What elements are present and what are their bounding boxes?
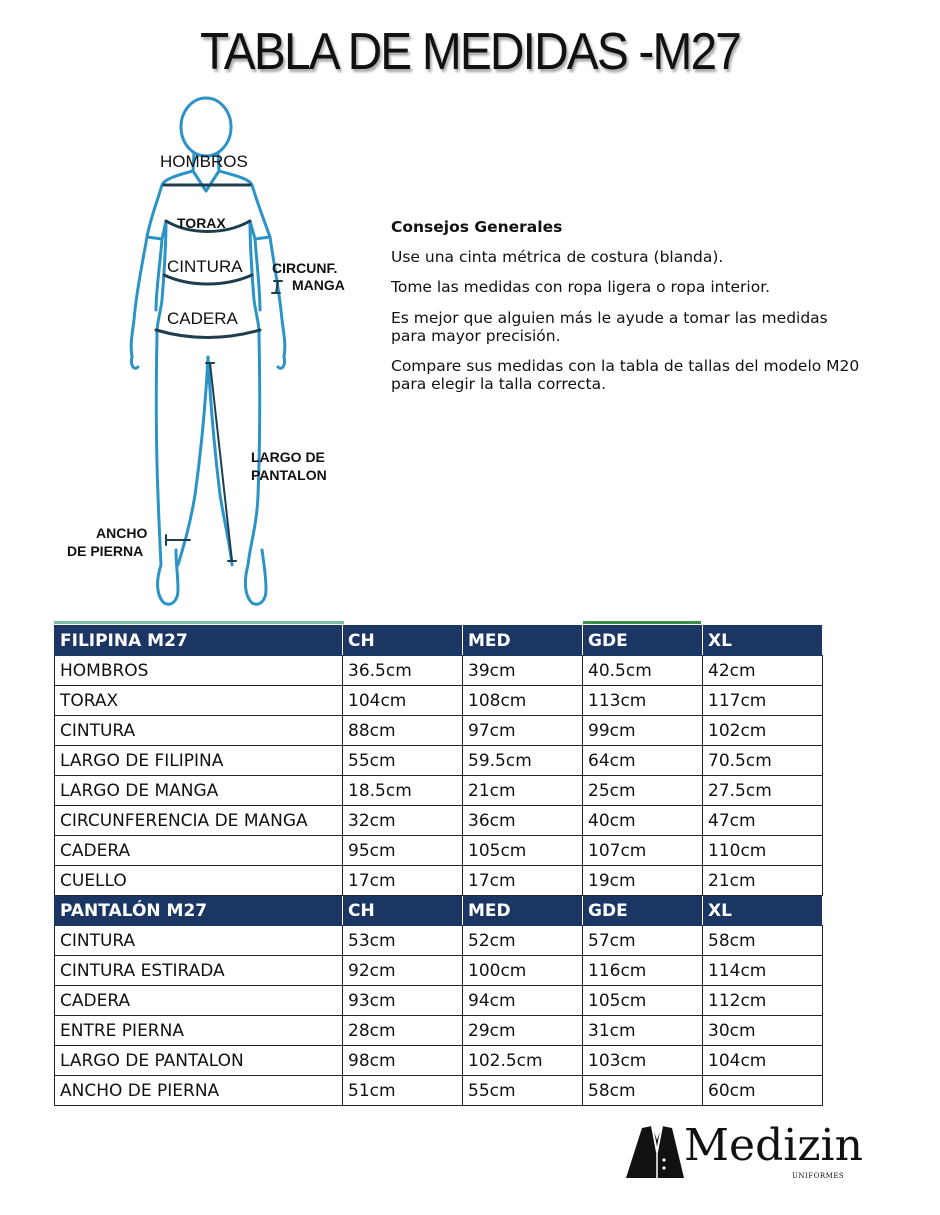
table-cell: 57cm bbox=[583, 926, 703, 956]
table-cell: 92cm bbox=[343, 956, 463, 986]
body-measurement-figure bbox=[60, 95, 360, 610]
table-cell: 108cm bbox=[463, 686, 583, 716]
table-row bbox=[55, 806, 823, 836]
table-cell: 53cm bbox=[343, 926, 463, 956]
table-cell: 30cm bbox=[703, 1016, 823, 1046]
table-cell: 113cm bbox=[583, 686, 703, 716]
table-cell: 98cm bbox=[343, 1046, 463, 1076]
table-cell: 17cm bbox=[343, 866, 463, 896]
table-header-cell: XL bbox=[703, 626, 823, 656]
table-cell: 28cm bbox=[343, 1016, 463, 1046]
table-cell: 36cm bbox=[463, 806, 583, 836]
table-cell: 102.5cm bbox=[463, 1046, 583, 1076]
table-header-cell: MED bbox=[463, 626, 583, 656]
table-header-cell: PANTALÓN M27 bbox=[55, 896, 343, 926]
table-header-cell: MED bbox=[463, 896, 583, 926]
table-cell: 100cm bbox=[463, 956, 583, 986]
table-cell: 29cm bbox=[463, 1016, 583, 1046]
label-manga: MANGA bbox=[292, 277, 345, 293]
table-row bbox=[55, 746, 823, 776]
table-cell: 40cm bbox=[583, 806, 703, 836]
jacket-logo-icon bbox=[622, 1122, 692, 1182]
table-cell: TORAX bbox=[55, 686, 343, 716]
table-cell: 19cm bbox=[583, 866, 703, 896]
logo-subtitle: UNIFORMES bbox=[792, 1172, 845, 1180]
table-header-cell: CH bbox=[343, 626, 463, 656]
table-cell: 21cm bbox=[463, 776, 583, 806]
table-header-row bbox=[55, 626, 823, 656]
table-row bbox=[55, 986, 823, 1016]
table-header-cell: XL bbox=[703, 896, 823, 926]
table-cell: HOMBROS bbox=[55, 656, 343, 686]
table-cell: 51cm bbox=[343, 1076, 463, 1106]
table-cell: 70.5cm bbox=[703, 746, 823, 776]
table-cell: 47cm bbox=[703, 806, 823, 836]
label-cintura: CINTURA bbox=[167, 257, 243, 276]
table-cell: 110cm bbox=[703, 836, 823, 866]
table-row bbox=[55, 686, 823, 716]
table-cell: 107cm bbox=[583, 836, 703, 866]
table-cell: 103cm bbox=[583, 1046, 703, 1076]
table-cell: 104cm bbox=[343, 686, 463, 716]
table-cell: 55cm bbox=[463, 1076, 583, 1106]
medizin-logo bbox=[622, 1118, 882, 1188]
table-cell: ANCHO DE PIERNA bbox=[55, 1076, 343, 1106]
table-cell: 58cm bbox=[703, 926, 823, 956]
table-header-cell: GDE bbox=[583, 626, 703, 656]
general-tips bbox=[391, 218, 891, 406]
tip-item: Tome las medidas con ropa ligera o ropa interior. bbox=[391, 278, 771, 297]
table-cell: CADERA bbox=[55, 986, 343, 1016]
table-cell: 88cm bbox=[343, 716, 463, 746]
table-top-accent bbox=[583, 621, 701, 624]
table-cell: CINTURA bbox=[55, 926, 343, 956]
logo-name: Medizin bbox=[684, 1120, 863, 1171]
table-cell: 18.5cm bbox=[343, 776, 463, 806]
table-cell: 94cm bbox=[463, 986, 583, 1016]
table-cell: LARGO DE PANTALON bbox=[55, 1046, 343, 1076]
table-row bbox=[55, 836, 823, 866]
label-cadera: CADERA bbox=[167, 309, 238, 328]
page-title: TABLA DE MEDIDAS -M27 bbox=[199, 23, 741, 81]
table-row bbox=[55, 776, 823, 806]
table-cell: 105cm bbox=[583, 986, 703, 1016]
table-header-cell: GDE bbox=[583, 896, 703, 926]
table-cell: ENTRE PIERNA bbox=[55, 1016, 343, 1046]
table-header-row bbox=[55, 896, 823, 926]
table-cell: 117cm bbox=[703, 686, 823, 716]
table-cell: 104cm bbox=[703, 1046, 823, 1076]
table-cell: 36.5cm bbox=[343, 656, 463, 686]
table-cell: 32cm bbox=[343, 806, 463, 836]
table-cell: CADERA bbox=[55, 836, 343, 866]
table-row bbox=[55, 926, 823, 956]
table-cell: CUELLO bbox=[55, 866, 343, 896]
table-row bbox=[55, 1046, 823, 1076]
table-cell: 59.5cm bbox=[463, 746, 583, 776]
table-row bbox=[55, 956, 823, 986]
tip-item: Es mejor que alguien más le ayude a tomar las medidas para mayor precisión. bbox=[391, 308, 828, 345]
table-row bbox=[55, 656, 823, 686]
table-cell: 60cm bbox=[703, 1076, 823, 1106]
table-cell: CINTURA ESTIRADA bbox=[55, 956, 343, 986]
table-cell: CINTURA bbox=[55, 716, 343, 746]
table-cell: 39cm bbox=[463, 656, 583, 686]
label-hombros: HOMBROS bbox=[160, 152, 248, 171]
label-torax: TORAX bbox=[177, 215, 226, 231]
label-pantalon: PANTALON bbox=[251, 467, 327, 483]
table-cell: 27.5cm bbox=[703, 776, 823, 806]
label-de-pierna: DE PIERNA bbox=[67, 543, 144, 559]
table-cell: 21cm bbox=[703, 866, 823, 896]
table-cell: 55cm bbox=[343, 746, 463, 776]
table-top-accent bbox=[54, 621, 344, 624]
table-cell: 93cm bbox=[343, 986, 463, 1016]
table-cell: 42cm bbox=[703, 656, 823, 686]
tip-item: Compare sus medidas con la tabla de tallas del modelo M20 para elegir la talla correcta. bbox=[391, 357, 860, 394]
table-cell: 58cm bbox=[583, 1076, 703, 1106]
table-cell: 40.5cm bbox=[583, 656, 703, 686]
tips-heading: Consejos Generales bbox=[391, 218, 563, 236]
table-cell: 31cm bbox=[583, 1016, 703, 1046]
label-circunf: CIRCUNF. bbox=[272, 260, 338, 276]
table-cell: 114cm bbox=[703, 956, 823, 986]
table-cell: LARGO DE MANGA bbox=[55, 776, 343, 806]
table-header-cell: FILIPINA M27 bbox=[55, 626, 343, 656]
table-header-cell: CH bbox=[343, 896, 463, 926]
table-cell: 105cm bbox=[463, 836, 583, 866]
table-row bbox=[55, 716, 823, 746]
table-cell: 64cm bbox=[583, 746, 703, 776]
table-cell: 116cm bbox=[583, 956, 703, 986]
table-cell: LARGO DE FILIPINA bbox=[55, 746, 343, 776]
table-cell: 17cm bbox=[463, 866, 583, 896]
label-ancho: ANCHO bbox=[96, 525, 148, 541]
table-cell: 97cm bbox=[463, 716, 583, 746]
table-cell: 102cm bbox=[703, 716, 823, 746]
tip-item: Use una cinta métrica de costura (blanda). bbox=[391, 248, 724, 266]
table-row bbox=[55, 1016, 823, 1046]
table-row bbox=[55, 1076, 823, 1106]
table-cell: 95cm bbox=[343, 836, 463, 866]
table-cell: 112cm bbox=[703, 986, 823, 1016]
label-largo-de: LARGO DE bbox=[251, 449, 325, 465]
table-cell: 52cm bbox=[463, 926, 583, 956]
table-cell: 25cm bbox=[583, 776, 703, 806]
size-table bbox=[54, 625, 823, 1106]
table-cell: 99cm bbox=[583, 716, 703, 746]
table-row bbox=[55, 866, 823, 896]
table-cell: CIRCUNFERENCIA DE MANGA bbox=[55, 806, 343, 836]
